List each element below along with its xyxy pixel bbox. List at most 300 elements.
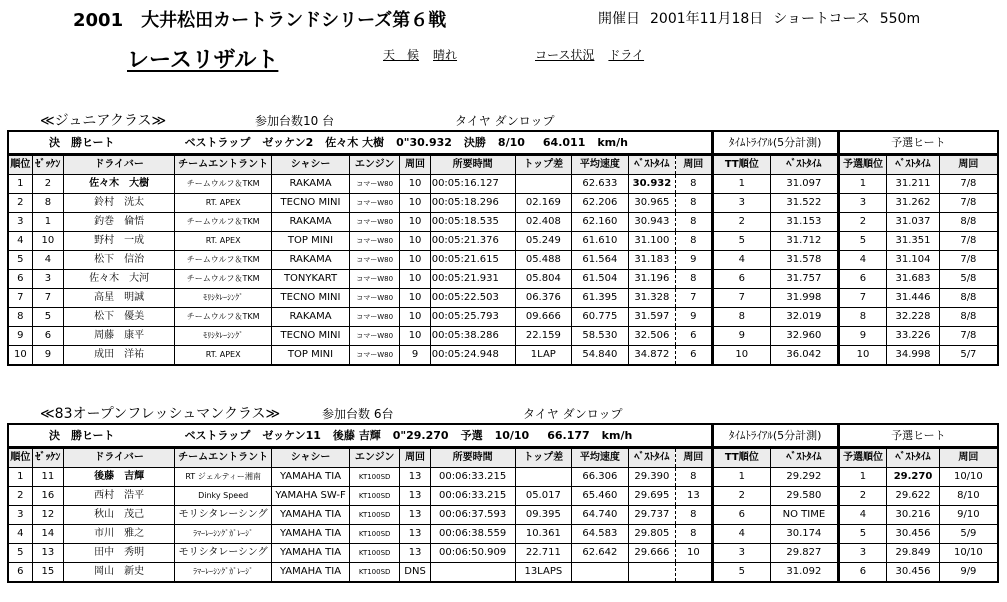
section2-tire: タイヤ ダンロップ <box>523 407 623 421</box>
col-header-heat-best: ﾍﾞｽﾄﾀｲﾑ <box>887 155 940 175</box>
cell-engine: コマーW80 <box>349 251 400 270</box>
cell-tt-best: 31.522 <box>771 194 839 213</box>
cell-gap <box>515 468 572 487</box>
cell-engine: KT100SD <box>349 563 400 583</box>
col-header-num: ｾﾞｯｹﾝ <box>32 448 63 468</box>
cell-heat-pos: 3 <box>838 194 886 213</box>
col-header-chassis: シャシー <box>272 448 350 468</box>
cell-num: 8 <box>32 194 63 213</box>
col-header-heat-pos: 予選順位 <box>838 448 886 468</box>
cell-pos: 5 <box>8 251 32 270</box>
course-status-value: ドライ <box>608 48 645 62</box>
time-trial-title: ﾀｲﾑﾄﾗｲｱﾙ(5分計測) <box>712 131 838 155</box>
section2-entry-count: 参加台数 6台 <box>322 407 394 421</box>
cell-avg: 65.460 <box>572 487 629 506</box>
cell-num: 6 <box>32 327 63 346</box>
cell-heat-pos: 3 <box>838 544 886 563</box>
cell-heat-laps: 7/8 <box>939 175 998 194</box>
cell-time: 00:05:21.931 <box>430 270 515 289</box>
cell-tt-pos: 5 <box>712 563 771 583</box>
col-header-gap: トップ差 <box>515 155 572 175</box>
table-row <box>8 232 998 251</box>
cell-best-lap: 8 <box>676 525 712 544</box>
cell-best-lap: 10 <box>676 544 712 563</box>
cell-heat-laps: 10/10 <box>939 468 998 487</box>
cell-laps: 13 <box>400 544 430 563</box>
weather <box>383 46 457 63</box>
cell-team: チームウルフ＆TKM <box>175 175 272 194</box>
qualifying-heat-title: 予選ヒート <box>838 131 998 155</box>
cell-chassis: RAKAMA <box>272 175 350 194</box>
cell-engine: KT100SD <box>349 506 400 525</box>
cell-pos: 5 <box>8 544 32 563</box>
cell-engine: コマーW80 <box>349 270 400 289</box>
banner-row <box>8 131 998 155</box>
cell-heat-laps: 8/8 <box>939 289 998 308</box>
cell-pos: 8 <box>8 308 32 327</box>
cell-driver: 鈴村 洸太 <box>64 194 175 213</box>
table-row <box>8 487 998 506</box>
cell-heat-pos: 4 <box>838 506 886 525</box>
cell-best-lap: 8 <box>676 232 712 251</box>
col-header-laps: 周回 <box>400 155 430 175</box>
cell-heat-pos: 7 <box>838 289 886 308</box>
cell-tt-pos: 6 <box>712 270 771 289</box>
cell-chassis: YAMAHA TIA <box>272 468 350 487</box>
cell-tt-best: 29.827 <box>771 544 839 563</box>
cell-pos: 3 <box>8 506 32 525</box>
cell-engine: KT100SD <box>349 468 400 487</box>
col-header-laps: 周回 <box>400 448 430 468</box>
cell-heat-laps: 10/10 <box>939 544 998 563</box>
cell-num: 1 <box>32 213 63 232</box>
section2-class-name: ≪83オープンフレッシュマンクラス≫ <box>40 406 281 422</box>
col-header-tt-best: ﾍﾞｽﾄﾀｲﾑ <box>771 448 839 468</box>
cell-pos: 1 <box>8 468 32 487</box>
cell-best: 31.328 <box>628 289 675 308</box>
cell-engine: コマーW80 <box>349 346 400 366</box>
cell-driver: 佐々木 大樹 <box>64 175 175 194</box>
cell-pos: 9 <box>8 327 32 346</box>
cell-best: 29.390 <box>628 468 675 487</box>
cell-team: Dinky Speed <box>175 487 272 506</box>
cell-laps: 10 <box>400 194 430 213</box>
banner-lap: 8/10 <box>497 135 525 149</box>
cell-best: 29.805 <box>628 525 675 544</box>
cell-time: 00:06:50.909 <box>430 544 515 563</box>
cell-team: RT. APEX <box>175 194 272 213</box>
cell-best-lap: 6 <box>676 346 712 366</box>
cell-tt-pos: 3 <box>712 194 771 213</box>
cell-chassis: YAMAHA TIA <box>272 506 350 525</box>
cell-avg: 54.840 <box>572 346 629 366</box>
cell-avg <box>572 563 629 583</box>
cell-tt-pos: 6 <box>712 506 771 525</box>
course-length: 550m <box>879 11 921 27</box>
cell-num: 12 <box>32 506 63 525</box>
cell-best-lap: 8 <box>676 213 712 232</box>
cell-laps: 13 <box>400 487 430 506</box>
cell-gap: 22.159 <box>515 327 572 346</box>
cell-num: 13 <box>32 544 63 563</box>
cell-heat-pos: 9 <box>838 327 886 346</box>
cell-heat-pos: 1 <box>838 175 886 194</box>
cell-heat-best: 31.446 <box>887 289 940 308</box>
cell-best: 29.666 <box>628 544 675 563</box>
cell-gap: 02.408 <box>515 213 572 232</box>
col-header-best-lap: 周回 <box>676 448 712 468</box>
cell-pos: 6 <box>8 270 32 289</box>
table-row <box>8 175 998 194</box>
cell-laps: 10 <box>400 251 430 270</box>
cell-heat-laps: 5/8 <box>939 270 998 289</box>
cell-team: RT ジェルティー湘南 <box>175 468 272 487</box>
cell-engine: コマーW80 <box>349 175 400 194</box>
course-name: ショートコース <box>773 11 870 27</box>
table-row <box>8 213 998 232</box>
cell-driver: 市川 雅之 <box>64 525 175 544</box>
cell-gap: 05.017 <box>515 487 572 506</box>
cell-driver: 岡山 新史 <box>64 563 175 583</box>
cell-laps: 10 <box>400 308 430 327</box>
cell-tt-best: 31.998 <box>771 289 839 308</box>
cell-driver: 野村 一成 <box>64 232 175 251</box>
banner-unit: km/h <box>601 428 633 442</box>
final-heat-summary <box>8 131 712 155</box>
cell-tt-pos: 4 <box>712 525 771 544</box>
cell-heat-best: 33.226 <box>887 327 940 346</box>
cell-pos: 4 <box>8 525 32 544</box>
cell-tt-best: 29.292 <box>771 468 839 487</box>
cell-tt-best: 31.153 <box>771 213 839 232</box>
cell-heat-best: 31.683 <box>887 270 940 289</box>
cell-best: 29.737 <box>628 506 675 525</box>
cell-engine: KT100SD <box>349 525 400 544</box>
table-row <box>8 327 998 346</box>
cell-time: 00:06:37.593 <box>430 506 515 525</box>
cell-pos: 7 <box>8 289 32 308</box>
banner-speed: 66.177 <box>547 428 590 442</box>
cell-heat-laps: 8/8 <box>939 308 998 327</box>
event-date: 2001年11月18日 <box>650 11 764 27</box>
cell-laps: 10 <box>400 213 430 232</box>
banner-time: 0"29.270 <box>392 428 449 442</box>
cell-team: チームウルフ＆TKM <box>175 213 272 232</box>
cell-heat-pos: 6 <box>838 270 886 289</box>
cell-gap <box>515 175 572 194</box>
cell-num: 15 <box>32 563 63 583</box>
cell-gap: 05.249 <box>515 232 572 251</box>
cell-num: 14 <box>32 525 63 544</box>
cell-time: 00:05:18.535 <box>430 213 515 232</box>
cell-chassis: TECNO MINI <box>272 327 350 346</box>
section1-tire: タイヤ ダンロップ <box>455 114 555 128</box>
banner-heat: 決 勝ヒート <box>49 135 115 149</box>
col-header-driver: ドライバー <box>64 448 175 468</box>
cell-tt-best: 29.580 <box>771 487 839 506</box>
cell-gap: 09.395 <box>515 506 572 525</box>
cell-avg: 62.206 <box>572 194 629 213</box>
cell-tt-pos: 10 <box>712 346 771 366</box>
cell-driver: 周藤 康平 <box>64 327 175 346</box>
cell-chassis: YAMAHA SW-F <box>272 487 350 506</box>
cell-laps: 10 <box>400 175 430 194</box>
cell-laps: 13 <box>400 506 430 525</box>
table-row <box>8 525 998 544</box>
cell-avg: 64.583 <box>572 525 629 544</box>
cell-num: 9 <box>32 346 63 366</box>
section1-class-name: ≪ジュニアクラス≫ <box>40 113 167 129</box>
cell-avg: 61.504 <box>572 270 629 289</box>
cell-heat-laps: 5/7 <box>939 346 998 366</box>
cell-gap: 05.488 <box>515 251 572 270</box>
col-header-tt-pos: TT順位 <box>712 155 771 175</box>
course-status-label: コース状況 <box>535 48 595 62</box>
cell-avg: 60.775 <box>572 308 629 327</box>
cell-chassis: YAMAHA TIA <box>272 544 350 563</box>
table-row <box>8 468 998 487</box>
cell-gap: 22.711 <box>515 544 572 563</box>
cell-avg: 61.610 <box>572 232 629 251</box>
cell-heat-laps: 7/8 <box>939 232 998 251</box>
cell-driver: 後藤 吉輝 <box>64 468 175 487</box>
cell-engine: コマーW80 <box>349 232 400 251</box>
cell-tt-best: 32.960 <box>771 327 839 346</box>
cell-heat-pos: 2 <box>838 487 886 506</box>
cell-team: ﾗﾏｰﾚｰｼﾝｸﾞｶﾞﾚｰｼﾞ <box>175 525 272 544</box>
cell-driver: 田中 秀明 <box>64 544 175 563</box>
banner-time: 0"30.932 <box>396 135 452 149</box>
cell-driver: 佐々木 大河 <box>64 270 175 289</box>
cell-heat-pos: 8 <box>838 308 886 327</box>
cell-num: 11 <box>32 468 63 487</box>
cell-tt-best: 31.092 <box>771 563 839 583</box>
cell-heat-pos: 5 <box>838 525 886 544</box>
cell-chassis: TOP MINI <box>272 346 350 366</box>
cell-gap: 02.169 <box>515 194 572 213</box>
banner-bestlap: ベストラップ <box>184 428 251 442</box>
col-header-time: 所要時間 <box>430 155 515 175</box>
qualifying-heat-title: 予選ヒート <box>838 424 998 448</box>
cell-heat-best: 30.456 <box>887 563 940 583</box>
table-row <box>8 563 998 583</box>
cell-team: チームウルフ＆TKM <box>175 270 272 289</box>
page-title: レースリザルト <box>127 48 279 73</box>
cell-best-lap: 6 <box>676 327 712 346</box>
banner-speed: 64.011 <box>542 135 586 149</box>
col-header-engine: エンジン <box>349 155 400 175</box>
cell-pos: 6 <box>8 563 32 583</box>
cell-team: チームウルフ＆TKM <box>175 308 272 327</box>
table-row <box>8 251 998 270</box>
table-row <box>8 544 998 563</box>
cell-avg: 66.306 <box>572 468 629 487</box>
col-header-team: チームエントラント <box>175 448 272 468</box>
cell-avg: 64.740 <box>572 506 629 525</box>
cell-pos: 4 <box>8 232 32 251</box>
cell-tt-best: 31.757 <box>771 270 839 289</box>
cell-heat-laps: 7/8 <box>939 194 998 213</box>
banner-driver: 佐々木 大樹 <box>325 135 385 149</box>
cell-time: 00:05:38.286 <box>430 327 515 346</box>
banner-driver: 後藤 吉輝 <box>332 428 381 442</box>
banner-bestlap: ベストラップ <box>184 135 251 149</box>
cell-team: RT. APEX <box>175 232 272 251</box>
cell-driver: 釣巻 倫悟 <box>64 213 175 232</box>
cell-pos: 2 <box>8 487 32 506</box>
banner-bib: ゼッケン2 <box>262 135 314 149</box>
cell-driver: 松下 優美 <box>64 308 175 327</box>
section1-results-table <box>7 130 999 366</box>
cell-best: 31.597 <box>628 308 675 327</box>
time-trial-title: ﾀｲﾑﾄﾗｲｱﾙ(5分計測) <box>712 424 838 448</box>
cell-best-lap: 8 <box>676 175 712 194</box>
final-heat-summary <box>8 424 712 448</box>
cell-chassis: RAKAMA <box>272 251 350 270</box>
cell-laps: 13 <box>400 468 430 487</box>
series-title: 2001 大井松田カートランドシリーズ第６戦 <box>73 10 447 31</box>
cell-num: 2 <box>32 175 63 194</box>
cell-heat-best: 30.216 <box>887 506 940 525</box>
cell-heat-best: 34.998 <box>887 346 940 366</box>
cell-best: 31.100 <box>628 232 675 251</box>
table-row <box>8 270 998 289</box>
cell-laps: 13 <box>400 525 430 544</box>
cell-tt-best: NO TIME <box>771 506 839 525</box>
cell-heat-best: 29.849 <box>887 544 940 563</box>
cell-heat-best: 31.211 <box>887 175 940 194</box>
cell-avg: 62.642 <box>572 544 629 563</box>
cell-pos: 2 <box>8 194 32 213</box>
col-header-time: 所要時間 <box>430 448 515 468</box>
cell-team: モリシタレーシング <box>175 506 272 525</box>
cell-best-lap: 8 <box>676 506 712 525</box>
section1-entry-count: 参加台数10 台 <box>255 114 335 128</box>
cell-best: 31.183 <box>628 251 675 270</box>
table-row <box>8 506 998 525</box>
col-header-tt-best: ﾍﾞｽﾄﾀｲﾑ <box>771 155 839 175</box>
col-header-avg: 平均速度 <box>572 448 629 468</box>
cell-team: モリシタレーシング <box>175 544 272 563</box>
cell-tt-best: 31.712 <box>771 232 839 251</box>
cell-tt-pos: 3 <box>712 544 771 563</box>
cell-best: 30.943 <box>628 213 675 232</box>
cell-tt-pos: 5 <box>712 232 771 251</box>
cell-laps: 10 <box>400 327 430 346</box>
cell-num: 5 <box>32 308 63 327</box>
banner-unit: km/h <box>597 135 628 149</box>
banner-bib: ゼッケン11 <box>262 428 321 442</box>
cell-best-lap: 7 <box>676 289 712 308</box>
cell-heat-laps: 7/8 <box>939 327 998 346</box>
cell-gap: 13LAPS <box>515 563 572 583</box>
cell-num: 7 <box>32 289 63 308</box>
column-header-row <box>8 155 998 175</box>
cell-chassis: TONYKART <box>272 270 350 289</box>
banner-kind: 予選 <box>460 428 483 442</box>
banner-lap: 10/10 <box>494 428 530 442</box>
cell-tt-best: 30.174 <box>771 525 839 544</box>
col-header-heat-laps: 周回 <box>939 155 998 175</box>
cell-heat-best: 32.228 <box>887 308 940 327</box>
cell-best: 34.872 <box>628 346 675 366</box>
course-status <box>535 46 644 63</box>
col-header-best-lap: 周回 <box>676 155 712 175</box>
cell-laps: 10 <box>400 289 430 308</box>
col-header-chassis: シャシー <box>272 155 350 175</box>
cell-time: 00:05:24.948 <box>430 346 515 366</box>
cell-heat-best: 30.456 <box>887 525 940 544</box>
cell-heat-best: 31.104 <box>887 251 940 270</box>
col-header-engine: エンジン <box>349 448 400 468</box>
col-header-pos: 順位 <box>8 448 32 468</box>
cell-avg: 62.633 <box>572 175 629 194</box>
cell-best: 29.695 <box>628 487 675 506</box>
col-header-team: チームエントラント <box>175 155 272 175</box>
cell-tt-pos: 2 <box>712 213 771 232</box>
cell-best-lap: 8 <box>676 468 712 487</box>
cell-time <box>430 563 515 583</box>
cell-time: 00:05:18.296 <box>430 194 515 213</box>
cell-tt-best: 36.042 <box>771 346 839 366</box>
cell-tt-pos: 8 <box>712 308 771 327</box>
cell-heat-best: 31.037 <box>887 213 940 232</box>
cell-heat-pos: 4 <box>838 251 886 270</box>
cell-best-lap <box>676 563 712 583</box>
cell-tt-pos: 4 <box>712 251 771 270</box>
event-meta <box>598 8 920 28</box>
cell-heat-best: 29.622 <box>887 487 940 506</box>
table-row <box>8 346 998 366</box>
cell-pos: 1 <box>8 175 32 194</box>
cell-laps: 9 <box>400 346 430 366</box>
col-header-driver: ドライバー <box>64 155 175 175</box>
cell-heat-pos: 10 <box>838 346 886 366</box>
cell-gap: 10.361 <box>515 525 572 544</box>
col-header-avg: 平均速度 <box>572 155 629 175</box>
cell-chassis: RAKAMA <box>272 308 350 327</box>
cell-engine: KT100SD <box>349 544 400 563</box>
col-header-heat-laps: 周回 <box>939 448 998 468</box>
cell-heat-laps: 5/9 <box>939 525 998 544</box>
cell-time: 00:05:21.376 <box>430 232 515 251</box>
section2-results-table <box>7 423 999 583</box>
cell-chassis: TOP MINI <box>272 232 350 251</box>
cell-team: ﾗﾏｰﾚｰｼﾝｸﾞｶﾞﾚｰｼﾞ <box>175 563 272 583</box>
cell-tt-pos: 2 <box>712 487 771 506</box>
cell-tt-best: 32.019 <box>771 308 839 327</box>
cell-time: 00:05:16.127 <box>430 175 515 194</box>
banner-heat: 決 勝ヒート <box>49 428 115 442</box>
cell-pos: 10 <box>8 346 32 366</box>
cell-tt-pos: 9 <box>712 327 771 346</box>
cell-heat-pos: 6 <box>838 563 886 583</box>
cell-driver: 高星 明誠 <box>64 289 175 308</box>
cell-avg: 61.564 <box>572 251 629 270</box>
cell-best-lap: 9 <box>676 308 712 327</box>
cell-num: 10 <box>32 232 63 251</box>
cell-time: 00:06:33.215 <box>430 487 515 506</box>
cell-driver: 松下 信治 <box>64 251 175 270</box>
cell-num: 4 <box>32 251 63 270</box>
cell-engine: KT100SD <box>349 487 400 506</box>
banner-row <box>8 424 998 448</box>
cell-time: 00:05:25.793 <box>430 308 515 327</box>
cell-chassis: TECNO MINI <box>272 289 350 308</box>
cell-tt-pos: 7 <box>712 289 771 308</box>
weather-label: 天 候 <box>383 48 420 62</box>
table-row <box>8 289 998 308</box>
